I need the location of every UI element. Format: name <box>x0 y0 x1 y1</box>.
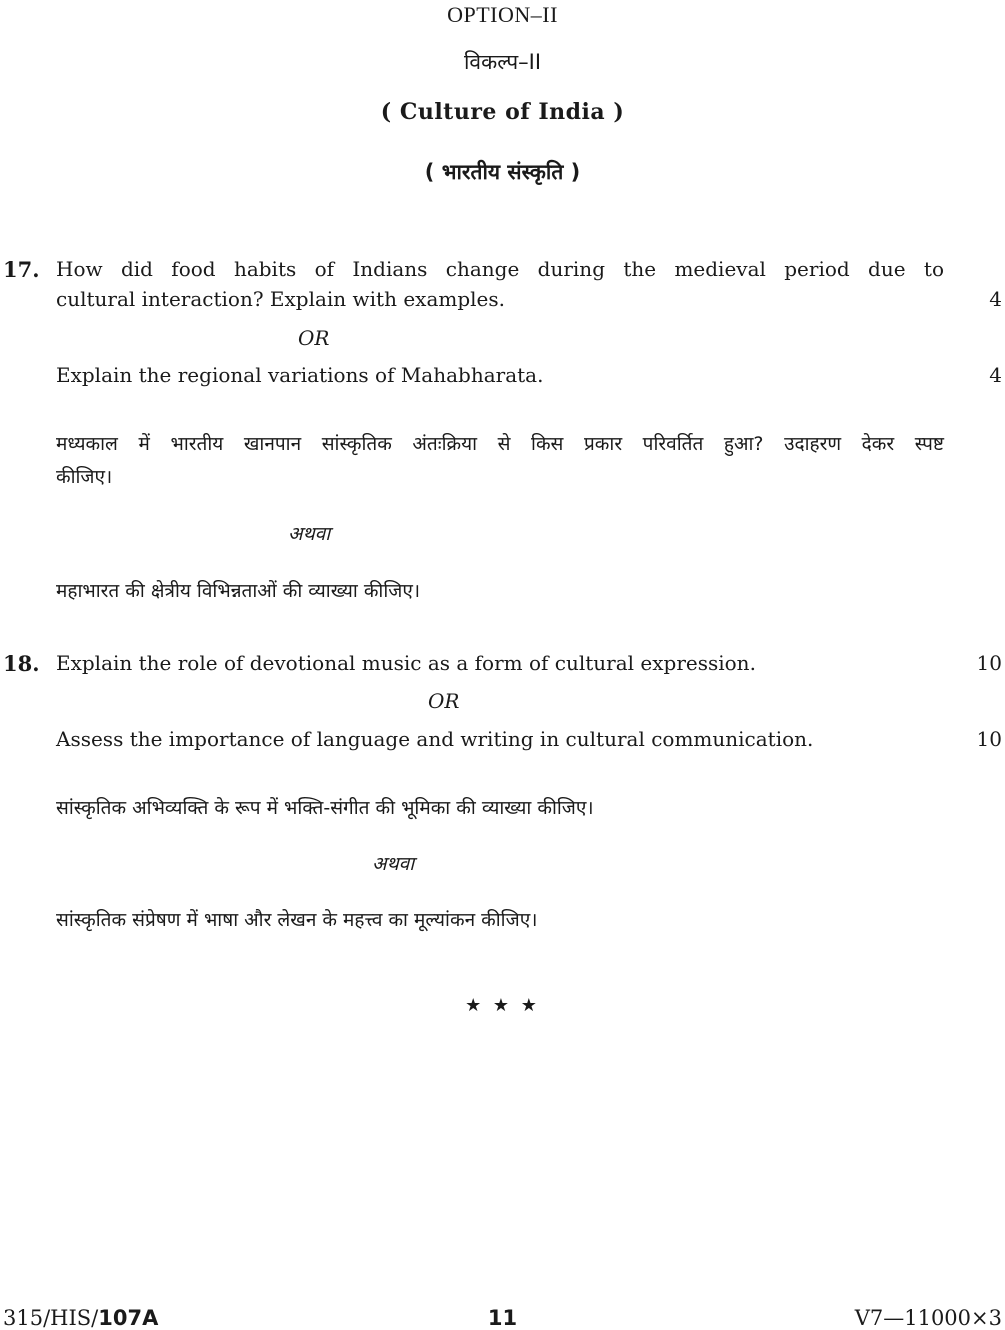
print-code: V7—11000×3 <box>854 1306 1002 1330</box>
option-heading: OPTION–II <box>447 2 558 27</box>
question-18-marks: 10 <box>976 651 1002 675</box>
question-18-hindi: सांस्कृतिक अभिव्यक्ति के रूप में भक्ति-संगीत की भूमिका की व्याख्या कीजिए। <box>56 797 594 819</box>
option-heading-hindi: विकल्प–II <box>463 50 542 74</box>
question-17-or: OR <box>298 326 330 350</box>
question-18-or: OR <box>428 689 460 713</box>
section-title-hindi: ( भारतीय संस्कृति ) <box>424 160 581 184</box>
question-17-alternative: Explain the regional variations of Mahabharata. <box>56 363 544 387</box>
page-number: 11 <box>487 1306 518 1330</box>
question-18-text: Explain the role of devotional music as a form of cultural expression. <box>56 651 756 675</box>
paper-code-prefix: 315/HIS/ <box>3 1306 99 1330</box>
question-17-alternative-hindi: महाभारत की क्षेत्रीय विभिन्नताओं की व्याख्या कीजिए। <box>56 580 421 602</box>
question-17-marks: 4 <box>989 287 1002 311</box>
section-title: ( Culture of India ) <box>380 99 625 125</box>
question-17-hindi <box>56 430 944 456</box>
question-17-line-2: cultural interaction? Explain with examples. <box>56 287 505 311</box>
paper-code-bold: 107A <box>98 1306 159 1330</box>
question-17-hindi-line-1: मध्यकाल में भारतीय खानपान सांस्कृतिक अंतःक्रिया से किस प्रकार परिवर्तित हुआ? उदाहरण देकर स्पष्ट <box>56 433 944 455</box>
question-17-alternative-marks: 4 <box>989 363 1002 387</box>
question-18-alternative: Assess the importance of language and writing in cultural communication. <box>56 727 814 751</box>
question-17-text <box>56 257 944 281</box>
question-17-line-1: How did food habits of Indians change during the medieval period due to <box>56 257 944 281</box>
question-18-or-hindi: अथवा <box>372 853 415 875</box>
end-of-paper-stars: ★ ★ ★ <box>465 995 540 1016</box>
question-18-alternative-marks: 10 <box>976 727 1002 751</box>
question-17-hindi-line-2: कीजिए। <box>56 466 113 488</box>
question-17-or-hindi: अथवा <box>288 523 331 545</box>
question-18-alternative-hindi: सांस्कृतिक संप्रेषण में भाषा और लेखन के महत्त्व का मूल्यांकन कीजिए। <box>56 909 538 931</box>
question-17-number: 17. <box>3 257 40 282</box>
question-18-number: 18. <box>3 651 40 676</box>
